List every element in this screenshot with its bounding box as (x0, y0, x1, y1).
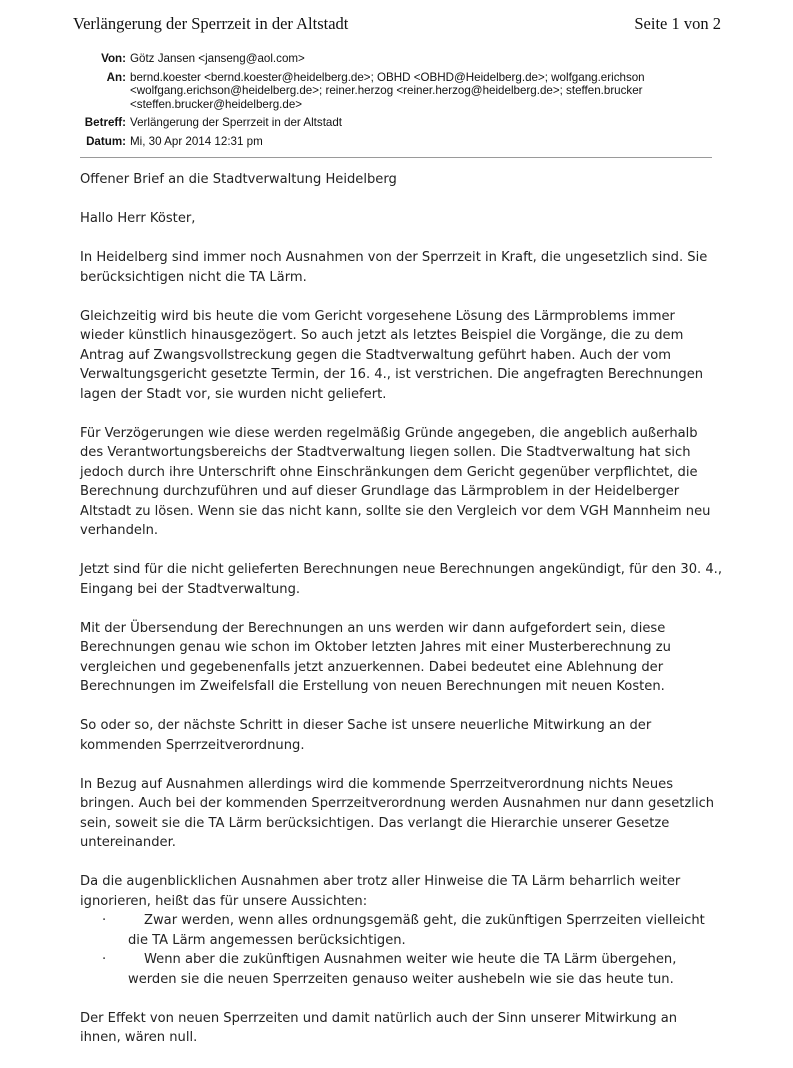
text-line: Berechnungen genau wie schon im Oktober letzten Jahres mit einer Musterberechnung zu (80, 640, 671, 655)
date-row (80, 135, 690, 149)
text-line: Altstadt zu lösen. Wenn sie das nicht kann, sollte sie den Vergleich vor dem VGH Mannheim neu (80, 503, 711, 519)
paragraph (80, 716, 740, 755)
header-divider (80, 157, 712, 158)
text-line: ihnen, wären null. (80, 1030, 198, 1045)
email-header (80, 52, 690, 148)
paragraph (80, 209, 740, 229)
bullet-marker: · (102, 913, 107, 928)
paragraph (80, 424, 740, 541)
paragraphs (80, 170, 740, 853)
bullet-line: die TA Lärm angemessen berücksichtigen. (128, 932, 406, 948)
letter-body (80, 170, 740, 1067)
text-line: sein, soweit sie die TA Lärm berücksichtigen. Das verlangt die Hierarchie unserer Gesetze (80, 815, 670, 831)
document-title: Verlängerung der Sperrzeit in der Altstadt (73, 14, 349, 33)
text-line: lagen der Stadt vor, sie wurden nicht geliefert. (80, 386, 387, 402)
text-line: Berechnung durchzuführen und auf dieser Grundlage das Lärmproblem in der Heidelberger (80, 484, 680, 499)
text-line: Hallo Herr Köster, (80, 211, 196, 226)
to-label: An: (106, 70, 126, 84)
text-line: Offener Brief an die Stadtverwaltung Heidelberg (80, 172, 397, 187)
date-value: Mi, 30 Apr 2014 12:31 pm (130, 134, 263, 148)
text-line: Eingang bei der Stadtverwaltung. (80, 581, 301, 597)
bullet-item (80, 911, 740, 950)
from-value: Götz Jansen <janseng@aol.com> (130, 52, 305, 65)
text-line: Jetzt sind für die nicht gelieferten Berechnungen neue Berechnungen angekündigt, für den 30. 4., (80, 562, 723, 577)
text-line: kommenden Sperrzeitverordnung. (80, 737, 305, 753)
text-line: Gleichzeitig wird bis heute die vom Gericht vorgesehene Lösung des Lärmproblems immer (80, 308, 675, 324)
text-line: In Bezug auf Ausnahmen allerdings wird die kommende Sperrzeitverordnung nichts Neues (80, 776, 674, 792)
text-line: berücksichtigen nicht die TA Lärm. (80, 269, 307, 285)
subject-value: Verlängerung der Sperrzeit in der Altstadt (130, 116, 343, 129)
text-line: In Heidelberg sind immer noch Ausnahmen von der Sperrzeit in Kraft, die ungesetzlich sind. Sie (80, 250, 708, 265)
text-line: ignorieren, heißt das für unsere Aussichten: (80, 893, 368, 909)
text-line: Für Verzögerungen wie diese werden regelmäßig Gründe angegeben, die angeblich außerhalb (80, 425, 698, 441)
text-line: bringen. Auch bei der kommenden Sperrzeitverordnung werden Ausnahmen nur dann gesetzlich (80, 796, 715, 811)
text-line: vergleichen und gegebenenfalls jetzt anzuerkennen. Dabei bedeutet eine Ablehnung der (80, 659, 664, 675)
bullet-line: Zwar werden, wenn alles ordnungsgemäß geht, die zukünftigen Sperrzeiten vielleicht (144, 913, 705, 928)
text-line: Verwaltungsgericht gesetzte Termin, der 16. 4., ist verstrichen. Die angefragten Berechnungen (80, 367, 704, 382)
paragraph (80, 170, 740, 190)
to-line: <steffen.brucker@heidelberg.de> (130, 97, 303, 111)
to-line: <wolfgang.erichson@heidelberg.de>; reiner.herzog <reiner.herzog@heidelberg.de>; steffen.brucker (130, 84, 643, 97)
text-line: verhandeln. (80, 523, 159, 538)
paragraph (80, 307, 740, 405)
from-label: Von: (101, 52, 126, 65)
paragraph (80, 619, 740, 697)
bullet-line: Wenn aber die zukünftigen Ausnahmen weiter wie heute die TA Lärm übergehen, (144, 952, 677, 967)
closing-paragraph (80, 1009, 740, 1048)
to-line: bernd.koester <bernd.koester@heidelberg.de>; OBHD <OBHD@Heidelberg.de>; wolfgang.erichson (130, 70, 645, 84)
text-line: untereinander. (80, 835, 176, 850)
text-line: Mit der Übersendung der Berechnungen an uns werden wir dann aufgefordert sein, diese (80, 620, 666, 636)
text-line: Berechnungen im Zweifelsfall die Erstellung von neuen Berechnungen mit neuen Kosten. (80, 679, 665, 694)
to-row (80, 71, 690, 112)
date-label: Datum: (86, 134, 126, 148)
page-number: Seite 1 von 2 (634, 14, 721, 33)
from-row (80, 52, 690, 66)
text-line: So oder so, der nächste Schritt in dieser Sache ist unsere neuerliche Mitwirkung an der (80, 718, 652, 733)
bullet-line: werden sie die neuen Sperrzeiten genauso weiter aushebeln wie sie das heute tun. (128, 971, 674, 987)
list-intro (80, 872, 740, 911)
text-line: des Verantwortungsbereichs der Stadtverwaltung liegen sollen. Die Stadtverwaltung hat sich (80, 445, 691, 460)
text-line: Da die augenblicklichen Ausnahmen aber trotz aller Hinweise die TA Lärm beharrlich weiter (80, 874, 681, 889)
text-line: wieder künstlich hinausgezögert. So auch jetzt als letztes Beispiel die Vorgänge, die zu dem (80, 328, 684, 343)
text-line: Antrag auf Zwangsvollstreckung gegen die Stadtverwaltung geführt haben. Auch der vom (80, 347, 672, 363)
text-line: jedoch durch ihre Unterschrift ohne Einschränkungen dem Gericht gegenüber verpflichtet, die (80, 464, 698, 480)
bullet-list (80, 911, 740, 989)
text-line: Der Effekt von neuen Sperrzeiten und damit natürlich auch der Sinn unserer Mitwirkung an (80, 1010, 678, 1026)
paragraph (80, 775, 740, 853)
paragraph (80, 560, 740, 599)
paragraph (80, 248, 740, 287)
subject-label: Betreff: (84, 116, 126, 129)
bullet-marker: · (102, 952, 107, 967)
to-value (126, 71, 690, 112)
bullet-item (80, 950, 740, 989)
subject-row (80, 116, 690, 130)
